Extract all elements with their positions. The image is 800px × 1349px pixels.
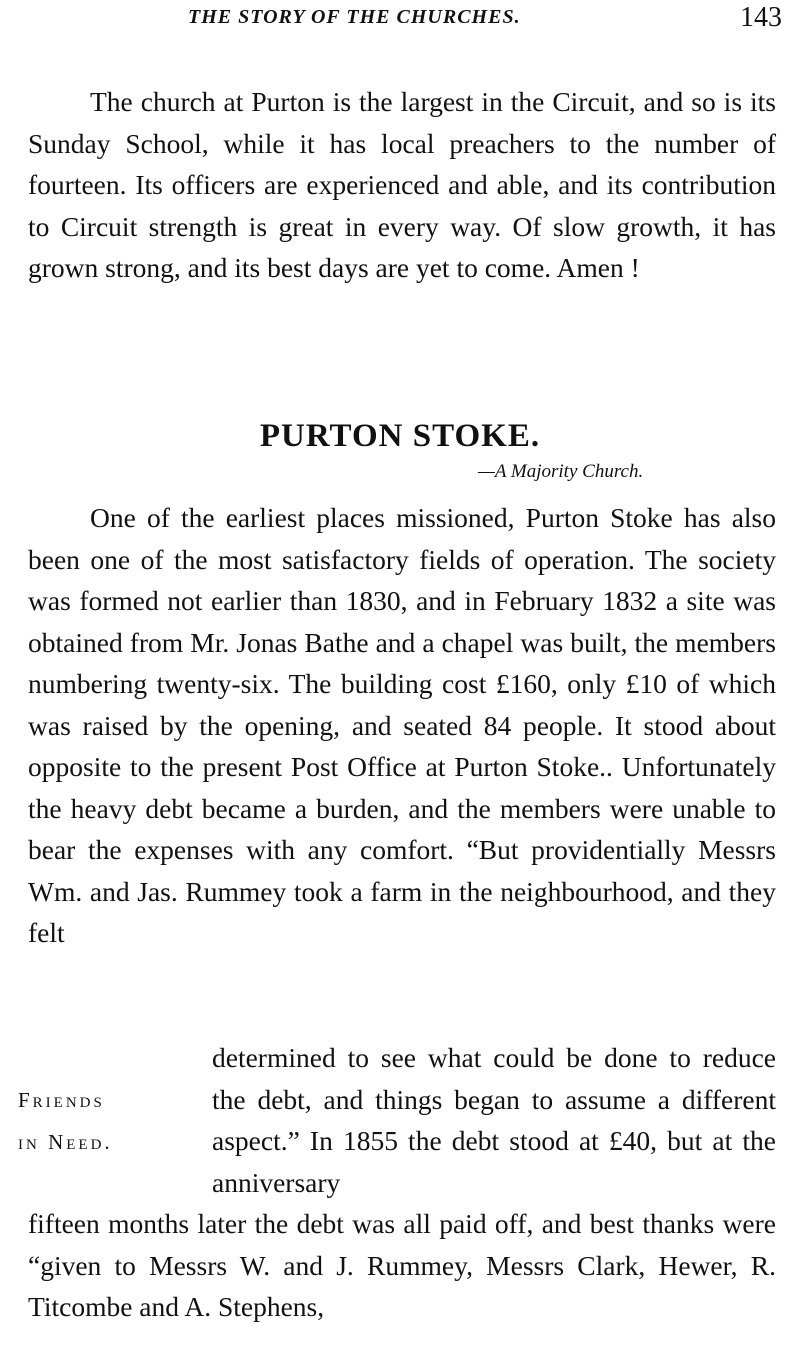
page-number: 143 xyxy=(740,2,782,33)
section-heading: PURTON STOKE. xyxy=(259,418,541,454)
running-title: THE STORY OF THE CHURCHES. xyxy=(188,6,521,28)
section-epigraph: —A Majority Church. xyxy=(478,461,644,482)
margin-note-line-2: in Need. xyxy=(18,1130,113,1154)
paragraph-continuation: fifteen months later the debt was all paid off, and best thanks were “given to Messrs W. and J. Rummey, Messrs Clark, Hewer, R. Titcombe and A. Stephens, xyxy=(28,1208,776,1322)
paragraph-indented-continuation: determined to see what could be done to reduce the debt, and things began to assume a different aspect.” In 1855 the debt stood at £40, but at the anniversary xyxy=(212,1042,776,1198)
margin-note xyxy=(18,1079,198,1163)
paragraph-purton-stoke: One of the earliest places missioned, Purton Stoke has also been one of the most satisfactory fields of operation. The society was formed not earlier than 1830, and in February 1832 a site was obtained from Mr. Jonas Bathe and a chapel was built, the members numbering twenty-six. The building cost £160, only £10 of which was raised by the opening, and seated 84 people. It stood about opposite to the present Post Office at Purton Stoke.. Unfortunately the heavy debt became a burden, and the members were unable to bear the expenses with any comfort. “But providentially Messrs Wm. and Jas. Rummey took a farm in the neighbourhood, and they felt xyxy=(28,502,776,948)
margin-note-line-1: Friends xyxy=(18,1088,105,1112)
paragraph-purton: The church at Purton is the largest in the Circuit, and so is its Sunday School, while it has local preachers to the number of fourteen. Its officers are experienced and able, and its contribution to Circuit strength is great in every way. Of slow growth, it has grown strong, and its best days are yet to come. Amen ! xyxy=(28,86,776,283)
